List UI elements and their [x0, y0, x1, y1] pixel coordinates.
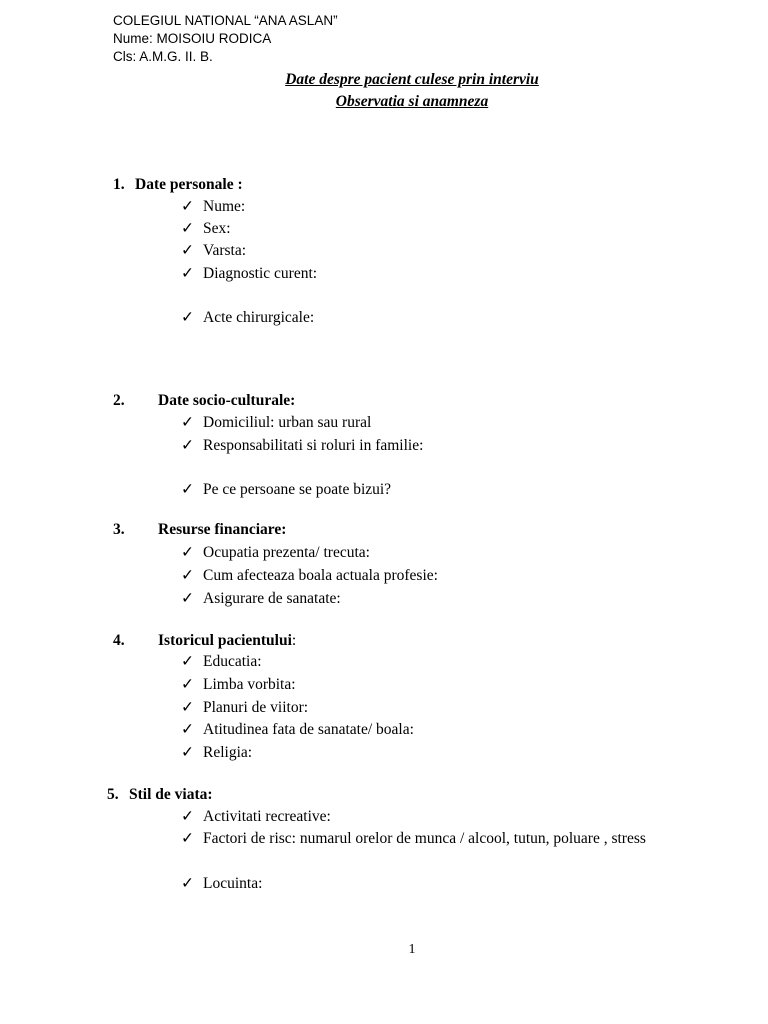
list-item-label: Ocupatia prezenta/ trecuta: — [203, 544, 370, 561]
list-item-label: Acte chirurgicale: — [203, 309, 315, 326]
list-item-label: Cum afecteaza boala actuala profesie: — [203, 567, 438, 584]
list-item-label: Domiciliul: urban sau rural — [203, 414, 372, 431]
list-item-label: Diagnostic curent: — [203, 265, 318, 282]
list-item — [181, 241, 246, 261]
list-item — [181, 219, 231, 239]
list-item — [181, 308, 314, 328]
school-name: COLEGIUL NATIONAL “ANA ASLAN” — [113, 13, 338, 28]
list-item — [181, 197, 245, 217]
check-icon: ✓ — [181, 875, 194, 892]
list-item — [181, 589, 341, 609]
list-item-label: Pe ce persoane se poate bizui? — [203, 481, 392, 498]
check-icon: ✓ — [181, 437, 194, 454]
check-icon: ✓ — [181, 567, 194, 584]
check-icon: ✓ — [181, 242, 194, 259]
section-title-wrap — [158, 631, 296, 651]
section-title: Date personale : — [135, 176, 243, 193]
section-title: Stil de viata: — [129, 786, 213, 803]
check-icon: ✓ — [181, 653, 194, 670]
section-title: Istoricul pacientului — [158, 632, 292, 649]
section-title: Resurse financiare: — [158, 521, 287, 538]
list-item-label: Atitudinea fata de sanatate/ boala: — [203, 721, 414, 738]
list-item-label: Planuri de viitor: — [203, 699, 309, 716]
document-title: Date despre pacient culese prin interviu — [285, 71, 539, 88]
page-number: 1 — [408, 942, 416, 957]
list-item — [181, 720, 414, 740]
list-item — [181, 480, 391, 500]
check-icon: ✓ — [181, 544, 194, 561]
student-name: Nume: MOISOIU RODICA — [113, 31, 272, 46]
check-icon: ✓ — [181, 830, 194, 847]
list-item-label: Factori de risc: numarul orelor de munca / alcool, tutun, poluare , stress — [203, 830, 646, 847]
list-item — [181, 698, 308, 718]
list-item — [181, 807, 331, 827]
section-number: 3. — [113, 521, 125, 538]
list-item-label: Locuinta: — [203, 875, 263, 892]
check-icon: ✓ — [181, 808, 194, 825]
check-icon: ✓ — [181, 414, 194, 431]
check-icon: ✓ — [181, 309, 194, 326]
check-icon: ✓ — [181, 198, 194, 215]
list-item-label: Limba vorbita: — [203, 676, 296, 693]
check-icon: ✓ — [181, 676, 194, 693]
list-item — [181, 874, 262, 894]
list-item — [181, 829, 646, 849]
document-subtitle: Observatia si anamneza — [335, 93, 489, 110]
check-icon: ✓ — [181, 744, 194, 761]
check-icon: ✓ — [181, 590, 194, 607]
list-item-label: Educatia: — [203, 653, 262, 670]
list-item — [181, 566, 438, 586]
list-item-label: Asigurare de sanatate: — [203, 590, 341, 607]
list-item-label: Nume: — [203, 198, 246, 215]
section-title: Date socio-culturale: — [158, 392, 296, 409]
list-item-label: Activitati recreative: — [203, 808, 331, 825]
list-item-label: Responsabilitati si roluri in familie: — [203, 437, 424, 454]
section-number: 4. — [113, 632, 125, 649]
list-item — [181, 413, 371, 433]
section-number: 5. — [107, 786, 119, 803]
check-icon: ✓ — [181, 721, 194, 738]
list-item-label: Religia: — [203, 744, 253, 761]
list-item — [181, 652, 262, 672]
student-class: Cls: A.M.G. II. B. — [113, 49, 213, 64]
check-icon: ✓ — [181, 699, 194, 716]
list-item-label: Sex: — [203, 220, 231, 237]
section-title-colon: : — [291, 632, 297, 649]
section-number: 1. — [113, 176, 125, 193]
check-icon: ✓ — [181, 265, 194, 282]
list-item — [181, 264, 317, 284]
section-number: 2. — [113, 392, 125, 409]
check-icon: ✓ — [181, 481, 194, 498]
list-item — [181, 436, 423, 456]
list-item — [181, 675, 296, 695]
list-item — [181, 543, 370, 563]
list-item-label: Varsta: — [203, 242, 247, 259]
check-icon: ✓ — [181, 220, 194, 237]
list-item — [181, 743, 252, 763]
